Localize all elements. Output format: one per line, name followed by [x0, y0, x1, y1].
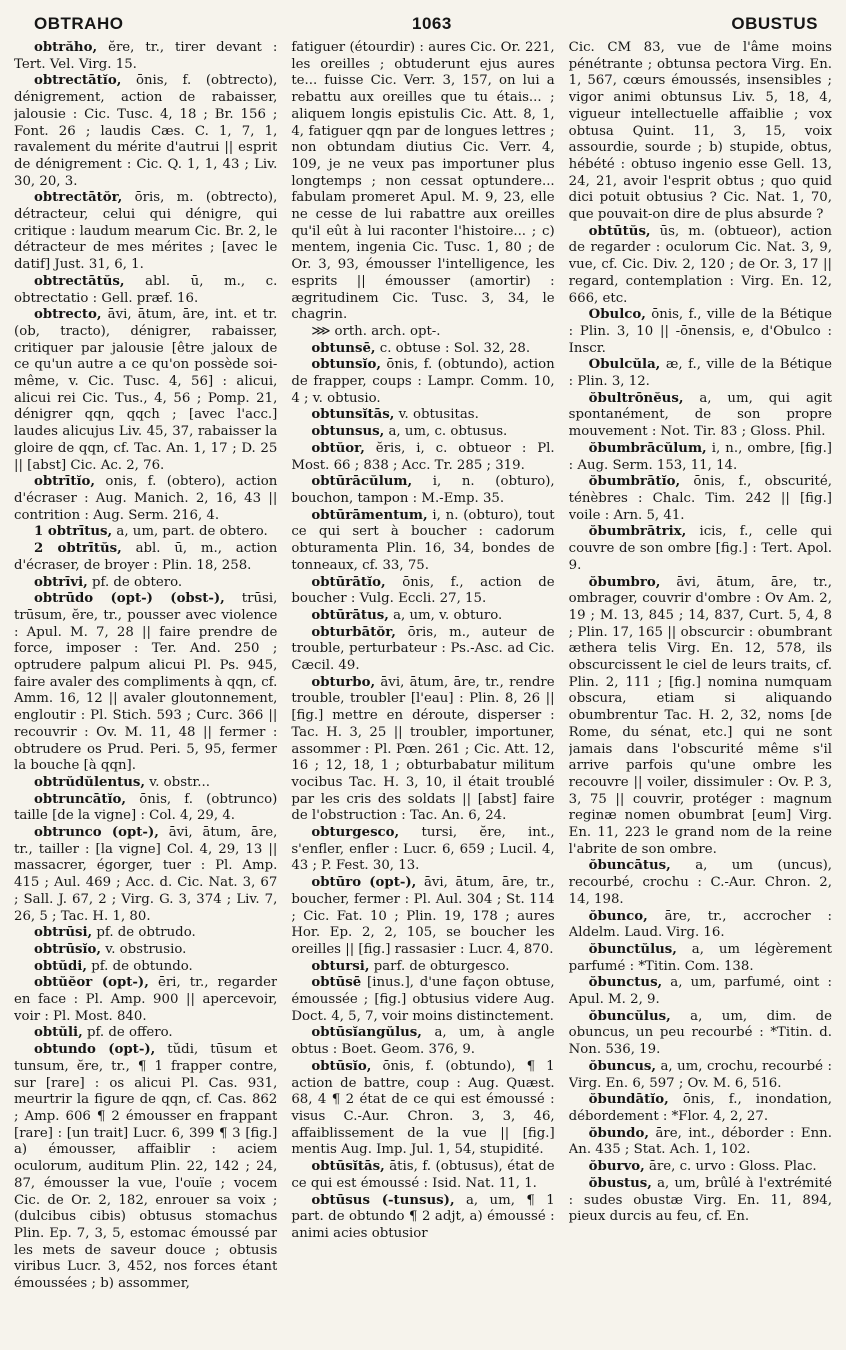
text-columns — [14, 40, 832, 1344]
entry-headword: ŏbumbro, — [588, 574, 661, 590]
entry-definition: ⋙ orth. arch. opt-. — [311, 323, 441, 339]
entry-headword: obtursi, — [311, 958, 370, 974]
entry-headword: obtŭli, — [34, 1025, 83, 1041]
entry-definition: āre, tr., accrocher : Aldelm. Laud. Virg. 16. — [568, 908, 832, 941]
dictionary-entry — [291, 575, 554, 608]
dictionary-entry — [569, 474, 832, 524]
entry-headword: obtūtŭs, — [588, 223, 651, 239]
dictionary-entry — [569, 1159, 832, 1176]
entry-definition: i, n., ombre, [fig.] : Aug. Serm. 153, 11, 14. — [568, 440, 832, 473]
dictionary-entry — [569, 357, 832, 390]
entry-headword: obturgesco, — [311, 825, 400, 841]
entry-definition: ōnis, f., inondation, débordement : *Flor. 4, 2, 27. — [568, 1092, 832, 1124]
entry-definition: a, um, part. de obtero. — [112, 524, 268, 540]
entry-definition: trūsi, trūsum, ĕre, tr., pousser avec violence : Apul. M. 7, 28 || faire prendre de force, imposer : Ter. And. 250 ; optrudere palpum alicui Pl. Ps. 945, faire avaler des compliments à qqn, cf. Amm. 16, 12 || avaler gloutonnement, engloutir : Pl. Stich. 593 ; Curc. 366 || recouvrir : Ov. M. 11, 48 || fermer : obtrudere os Prud. Peri. 5, 95, fermer la bouche [à qqn]. — [14, 591, 278, 774]
entry-headword: obtruncātĭo, — [34, 791, 127, 807]
entry-headword: ŏburvo, — [588, 1159, 645, 1175]
dictionary-entry — [291, 959, 554, 976]
column-1 — [14, 40, 277, 1344]
entry-headword: obtŭor, — [311, 440, 365, 456]
entry-headword: obtrecto, — [34, 307, 102, 323]
entry-definition: pf. de offero. — [82, 1025, 173, 1041]
dictionary-entry — [569, 441, 832, 474]
entry-definition: a, um, ¶ 1 part. de obtundo ¶ 2 adjt, a) émoussé : animi acies obtusior — [291, 1192, 555, 1241]
entry-definition: v. obstrusio. — [101, 941, 187, 957]
entry-headword: obtūrātĭo, — [311, 574, 386, 590]
dictionary-entry — [569, 524, 832, 574]
dictionary-entry — [569, 40, 832, 224]
dictionary-entry — [569, 1092, 832, 1125]
entry-definition: ōnis, f. (obtrunco) taille [de la vigne] : Col. 4, 29, 4. — [14, 791, 278, 824]
entry-definition: v. obstr... — [145, 774, 210, 790]
dictionary-entry — [569, 224, 832, 308]
entry-definition: i, n. (obturo), bouchon, tampon : M.-Emp. 35. — [291, 474, 555, 506]
entry-definition: āvi, ātum, āre, tr., tailler : [la vigne] Col. 4, 29, 13 || massacrer, égorger, tuer : Pl. Amp. 415 ; Aul. 469 ; Acc. d. Cic. Nat. 3, 67 ; Sall. J. 67, 2 ; Virg. G. 3, 374 ; Liv. 7, 26, 5 ; Tac. H. 1, 80. — [14, 825, 278, 924]
entry-headword: obtŭdi, — [34, 958, 87, 974]
dictionary-entry — [569, 858, 832, 908]
entry-headword: obtūsē — [311, 975, 362, 991]
entry-definition: a, um, c. obtusus. — [384, 424, 508, 440]
dictionary-entry — [291, 407, 554, 424]
entry-headword: ŏbunctus, — [588, 975, 663, 991]
dictionary-entry — [14, 190, 277, 274]
dictionary-entry — [14, 274, 277, 307]
entry-definition: c. obtuse : Sol. 32, 28. — [375, 340, 531, 356]
entry-headword: obtrīvi, — [34, 574, 88, 590]
entry-headword: obtūsĭo, — [311, 1058, 372, 1074]
entry-headword: obtŭĕor (opt-), — [34, 975, 149, 991]
entry-definition: a, um (uncus), recourbé, crochu : C.-Aur. Chron. 2, 14, 198. — [568, 858, 832, 907]
dictionary-entry — [291, 875, 554, 959]
entry-headword: ŏbumbrātrix, — [588, 524, 687, 540]
entry-definition: tŭdi, tūsum et tunsum, ĕre, tr., ¶ 1 frapper contre, sur [rare] : os alicui Pl. Cas. 931, meurtrir la figure de qqn, cf. Cas. 862 ; Amp. 606 ¶ 2 émousser en frappant [rare] : [un trait] Lucr. 6, 399 ¶ 3 [fig.] a) émousser, affaiblir : aciem oculorum, auditum Plin. 22, 142 ; 24, 87, émousser la vue, l'ouïe ; vocem Cic. de Or. 2, 182, enrouer sa voix ; (dulcibus cibis) obtusus stomachus Plin. Ep. 7, 3, 5, estomac émoussé par les mets de saveur douce ; obtusis viribus Lucr. 3, 452, nos forces étant émoussées ; b) assommer, — [14, 1042, 278, 1292]
entry-definition: ōnis, f., action de boucher : Vulg. Eccli. 27, 15. — [291, 574, 555, 607]
entry-headword: obtrectātŭs, — [34, 273, 125, 289]
entry-definition: ātis, f. (obtusus), état de ce qui est émoussé : Isid. Nat. 11, 1. — [291, 1159, 555, 1191]
entry-definition: āvi, ātum, āre, tr., rendre trouble, troubler [l'eau] : Plin. 8, 26 || [fig.] mettre en déroute, disperser : Tac. H. 3, 25 || troubler, importuner, assommer : Pl. Pœn. 261 ; Cic. Att. 12, 16 ; 12, 18, 1 ; obturbabatur militum vocibus Tac. H. 3, 10, il était troublé par les cris des soldats || [abst] faire de l'obstruction : Tac. An. 6, 24. — [291, 674, 555, 824]
entry-definition: a, um, à angle obtus : Boet. Geom. 376, 9. — [291, 1025, 555, 1058]
dictionary-entry — [14, 591, 277, 775]
entry-definition: a, um, dim. de obuncus, un peu recourbé : *Titin. d. Non. 536, 19. — [568, 1008, 832, 1058]
entry-headword: obtrītĭo, — [34, 474, 96, 490]
dictionary-entry — [569, 1176, 832, 1226]
column-2 — [291, 40, 554, 1344]
dictionary-entry — [14, 1025, 277, 1042]
entry-headword: ŏbumbrātĭo, — [588, 474, 681, 490]
entry-definition: ōnis, f. (obtundo), ¶ 1 action de battre, coup : Aug. Quæst. 68, 4 ¶ 2 état de ce qui est émoussé : visus C.-Aur. Chron. 3, 3, 46, affaiblissement de la vue || [fig.] mentis Aug. Imp. Jul. 1, 54, stupidité. — [291, 1058, 555, 1158]
entry-headword: obtūsĭtās, — [311, 1159, 385, 1175]
entry-definition: abl. ū, m., action d'écraser, de broyer : Plin. 18, 258. — [14, 541, 278, 573]
entry-definition: i, n. (obturo), tout ce qui sert à boucher : cadorum obturamenta Plin. 16, 34, bondes de tonneaux, cf. 33, 75. — [291, 507, 555, 573]
entry-definition: a, um, crochu, recourbé : Virg. En. 6, 597 ; Ov. M. 6, 516. — [568, 1058, 832, 1091]
dictionary-entry — [569, 975, 832, 1008]
entry-definition: ōris, m., auteur de trouble, perturbateur : Ps.-Asc. ad Cic. Cæcil. 49. — [291, 624, 555, 674]
dictionary-entry — [14, 474, 277, 524]
entry-headword: obtunsĭo, — [311, 357, 382, 373]
entry-definition: āvi, ātum, āre, tr., ombrager, couvrir d'ombre : Ov Am. 2, 19 ; M. 13, 845 ; 14, 837, Curt. 5, 4, 8 ; Plin. 17, 165 || obscurcir : obumbrant æthera telis Virg. En. 12, 578, ils obscurcissent le ciel de leurs traits, cf. Plin. 2, 111 ; [fig.] nomina numquam obscura, etiam si aliquando obumbrentur Tac. H. 2, 32, noms [de Rome, du sénat, etc.] qui ne sont jamais dans l'obscurité même s'il arrive parfois qu'une ombre les recouvre || voiler, dissimuler : Ov. P. 3, 3, 75 || couvrir, protéger : magnum reginæ nomen obumbrat [eum] Virg. En. 11, 223 le grand nom de la reine l'abrite de son ombre. — [568, 574, 832, 857]
entry-headword: Obulco, — [588, 307, 646, 323]
entry-headword: obtūro (opt-), — [311, 875, 417, 891]
dictionary-entry — [569, 575, 832, 859]
entry-definition: ĕris, i, c. obtueor : Pl. Most. 66 ; 838 ; Acc. Tr. 285 ; 319. — [291, 440, 555, 473]
entry-headword: 1 obtrītus, — [34, 524, 113, 540]
entry-headword: ŏbustus, — [588, 1175, 652, 1191]
dictionary-entry — [14, 975, 277, 1025]
entry-headword: obtūrāmentum, — [311, 507, 428, 523]
entry-definition: æ, f., ville de la Bétique : Plin. 3, 12. — [568, 357, 832, 390]
entry-definition: āre, c. urvo : Gloss. Plac. — [644, 1159, 817, 1175]
dictionary-entry — [291, 625, 554, 675]
entry-definition: abl. ū, m., c. obtrectatio : Gell. præf. 16. — [14, 273, 278, 306]
dictionary-entry — [14, 40, 277, 73]
entry-definition: ĕre, tr., tirer devant : Tert. Vel. Virg. 15. — [14, 40, 278, 72]
column-3 — [569, 40, 832, 1344]
entry-headword: obtūsus (-tunsus), — [311, 1192, 455, 1208]
dictionary-entry — [291, 608, 554, 625]
dictionary-entry — [291, 441, 554, 474]
entry-headword: obtrūdo (opt-) (obst-), — [34, 591, 225, 607]
entry-headword: ŏbumbrācŭlum, — [588, 440, 707, 456]
entry-definition: ōris, m. (obtrecto), détracteur, celui qui dénigre, qui critique : laudum mearum Cic. Br. 2, le détracteur de mes mérites ; [avec le datif] Just. 31, 6, 1. — [14, 190, 278, 273]
entry-headword: obturbo, — [311, 674, 376, 690]
entry-headword: Obulcŭla, — [588, 357, 661, 373]
dictionary-entry — [14, 925, 277, 942]
entry-definition: pf. de obtundo. — [86, 958, 193, 974]
entry-headword: obtūrācŭlum, — [311, 474, 413, 490]
entry-definition: āre, int., déborder : Enn. An. 435 ; Stat. Ach. 1, 102. — [568, 1125, 832, 1158]
entry-headword: ŏbunco, — [588, 908, 648, 924]
dictionary-entry — [291, 1159, 554, 1192]
entry-definition: fatiguer (étourdir) : aures Cic. Or. 221, les oreilles ; obtuderunt ejus aures te... fuisse Cic. Verr. 3, 157, on lui a rebattu aux oreilles que tu étais... ; aliquem longis epistulis Cic. Att. 8, 1, 4, fatiguer qqn par de longues lettres ; non obtundam diutius Cic. Verr. 4, 109, je ne veux pas importuner plus longtemps ; non cessat optundere... fabulam promeret Apul. M. 9, 23, elle ne cesse de lui rabattre aux oreilles qu'il eût à lui raconter l'histoire... ; c) mentem, ingenia Cic. Tusc. 1, 80 ; de Or. 3, 93, émousser l'intelligence, les esprits || émousser (amortir) : ægritudinem Cic. Tusc. 3, 34, le chagrin. — [291, 40, 555, 323]
entry-headword: obtundo (opt-), — [34, 1042, 156, 1058]
dictionary-entry — [14, 1042, 277, 1293]
dictionary-entry — [291, 1193, 554, 1243]
dictionary-entry — [291, 324, 554, 341]
entry-headword: obtrŭdŭlentus, — [34, 774, 146, 790]
dictionary-entry — [569, 1009, 832, 1059]
dictionary-entry — [291, 341, 554, 358]
dictionary-entry — [14, 775, 277, 792]
entry-definition: [inus.], d'une façon obtuse, émoussée ; [fig.] obtusius videre Aug. Doct. 4, 5, 7, voir moins distinctement. — [291, 975, 555, 1024]
entry-definition: a, um, parfumé, oint : Apul. M. 2, 9. — [568, 975, 832, 1008]
entry-definition: onis, f. (obtero), action d'écraser : Aug. Manich. 2, 16, 43 || contrition : Aug. Serm. 216, 4. — [14, 474, 278, 523]
dictionary-entry — [569, 307, 832, 357]
entry-headword: obtūrātus, — [311, 607, 389, 623]
entry-definition: ōnis, f., obscurité, ténèbres : Chalc. Tim. 242 || [fig.] voile : Arn. 5, 41. — [568, 474, 832, 523]
dictionary-entry — [569, 391, 832, 441]
entry-definition: pf. de obtero. — [87, 574, 183, 590]
entry-headword: ŏbuncātus, — [588, 858, 671, 874]
entry-headword: obtunsĭtās, — [311, 407, 395, 423]
entry-headword: obtrectātŏr, — [34, 190, 123, 206]
entry-headword: obturbātŏr, — [311, 624, 396, 640]
entry-definition: a, um légèrement parfumé : *Titin. Com. 138. — [568, 941, 832, 974]
dictionary-entry — [569, 942, 832, 975]
entry-headword: obtūsĭangŭlus, — [311, 1025, 422, 1041]
dictionary-entry — [14, 575, 277, 592]
entry-definition: ōnis, f., ville de la Bétique : Plin. 3, 10 || -ōnensis, e, d'Obulco : Inscr. — [568, 307, 832, 356]
entry-definition: a, um, brûlé à l'extrémité : sudes obustæ Virg. En. 11, 894, pieux durcis au feu, cf. En. — [568, 1175, 832, 1225]
entry-headword: obtrūsi, — [34, 925, 93, 941]
dictionary-entry — [291, 975, 554, 1025]
dictionary-entry — [14, 524, 277, 541]
dictionary-entry — [14, 792, 277, 825]
dictionary-entry — [569, 1059, 832, 1092]
entry-headword: obtrectātĭo, — [34, 73, 122, 89]
entry-definition: ūs, m. (obtueor), action de regarder : oculorum Cic. Nat. 3, 9, vue, cf. Cic. Div. 2, 120 ; de Or. 3, 17 || regard, contemplation : Virg. En. 12, 666, etc. — [568, 223, 832, 306]
entry-definition: ēri, tr., regarder en face : Pl. Amp. 900 || apercevoir, voir : Pl. Most. 840. — [14, 975, 278, 1024]
dictionary-entry — [291, 675, 554, 825]
dictionary-entry — [569, 1126, 832, 1159]
header-last-headword: OBUSTUS — [731, 14, 818, 33]
entry-definition: ōnis, f. (obtundo), action de frapper, coups : Lampr. Comm. 10, 4 ; v. obtusio. — [291, 357, 555, 406]
entry-definition: parf. de obturgesco. — [369, 958, 510, 974]
dictionary-entry — [569, 909, 832, 942]
entry-headword: ŏbuncus, — [588, 1058, 657, 1074]
running-header — [14, 10, 832, 38]
dictionary-entry — [14, 307, 277, 474]
dictionary-entry — [14, 541, 277, 574]
dictionary-entry — [291, 474, 554, 507]
entry-headword: obtunsus, — [311, 424, 385, 440]
dictionary-entry — [291, 1059, 554, 1159]
entry-definition: icis, f., celle qui couvre de son ombre [fig.] : Tert. Apol. 9. — [568, 524, 832, 573]
entry-definition: pf. de obtrudo. — [92, 925, 196, 941]
entry-definition: āvi, ātum, āre, int. et tr. (ob, tracto), dénigrer, rabaisser, critiquer par jalousie [être jaloux de ce qu'un autre a ce qu'on possède soi-même, v. Cic. Tusc. 4, 56] : alicui, alicui rei Cic. Tus., 4, 56 ; Pomp. 21, dénigrer qqn, qqch ; [avec l'acc.] laudes alicujus Liv. 45, 37, rabaisser la gloire de qqn, cf. Tac. An. 1, 17 ; D. 25 || [abst] Cic. Ac. 2, 76. — [14, 307, 278, 473]
entry-headword: ŏbultrōnĕus, — [588, 390, 684, 406]
dictionary-entry — [291, 825, 554, 875]
dictionary-entry — [14, 73, 277, 190]
entry-definition: āvi, ātum, āre, tr., boucher, fermer : Pl. Aul. 304 ; St. 114 ; Cic. Fat. 10 ; Plin. 19, 178 ; aures Hor. Ep. 2, 2, 105, se boucher les oreilles || [fig.] rassasier : Lucr. 4, 870. — [291, 875, 555, 957]
dictionary-entry — [14, 959, 277, 976]
entry-headword: ŏbundātĭo, — [588, 1092, 669, 1108]
entry-headword: obtunsē, — [311, 340, 376, 356]
entry-definition: a, um, qui agit spontanément, de son propre mouvement : Not. Tir. 83 ; Gloss. Phil. — [568, 390, 832, 440]
dictionary-entry — [14, 825, 277, 925]
entry-headword: ŏbuncŭlus, — [588, 1008, 671, 1024]
dictionary-entry — [291, 1025, 554, 1058]
entry-headword: obtrunco (opt-), — [34, 825, 159, 841]
entry-definition: ōnis, f. (obtrecto), dénigrement, action de rabaisser, jalousie : Cic. Tusc. 4, 18 ; Br. 156 ; Font. 26 ; laudis Cæs. C. 1, 7, 1, ravalement du mérite d'autrui || esprit de dénigrement : Cic. Q. 1, 1, 43 ; Liv. 30, 20, 3. — [14, 73, 278, 189]
entry-headword: ŏbundo, — [588, 1125, 649, 1141]
entry-definition: a, um, v. obturo. — [388, 607, 503, 623]
entry-headword: obtrăho, — [34, 40, 98, 55]
entry-definition: Cic. CM 83, vue de l'âme moins pénétrante ; obtunsa pectora Virg. En. 1, 567, cœurs émoussés, insensibles ; vigor animi obtunsus Liv. 5, 18, 4, vigueur intellectuelle affaiblie ; vox obtusa Quint. 11, 3, 15, voix assourdie, sourde ; b) stupide, obtus, hébété : obtuso ingenio esse Gell. 13, 24, 21, avoir l'esprit obtus ; quo quid dici potuit obtusius ? Cic. Nat. 1, 70, que pouvait-on dire de plus absurde ? — [568, 40, 832, 223]
entry-definition: v. obtusitas. — [394, 407, 479, 423]
dictionary-entry — [14, 942, 277, 959]
entry-headword: obtrūsĭo, — [34, 941, 102, 957]
entry-definition: tursi, ĕre, int., s'enfler, enfler : Lucr. 6, 659 ; Lucil. 4, 43 ; P. Fest. 30, 13. — [291, 825, 555, 874]
dictionary-entry — [291, 40, 554, 324]
dictionary-entry — [291, 357, 554, 407]
page-number: 1063 — [412, 14, 452, 33]
dictionary-entry — [291, 508, 554, 575]
dictionary-entry — [291, 424, 554, 441]
entry-headword: 2 obtrītŭs, — [34, 541, 122, 557]
entry-headword: ŏbunctŭlus, — [588, 941, 677, 957]
header-first-headword: OBTRAHO — [34, 14, 124, 33]
